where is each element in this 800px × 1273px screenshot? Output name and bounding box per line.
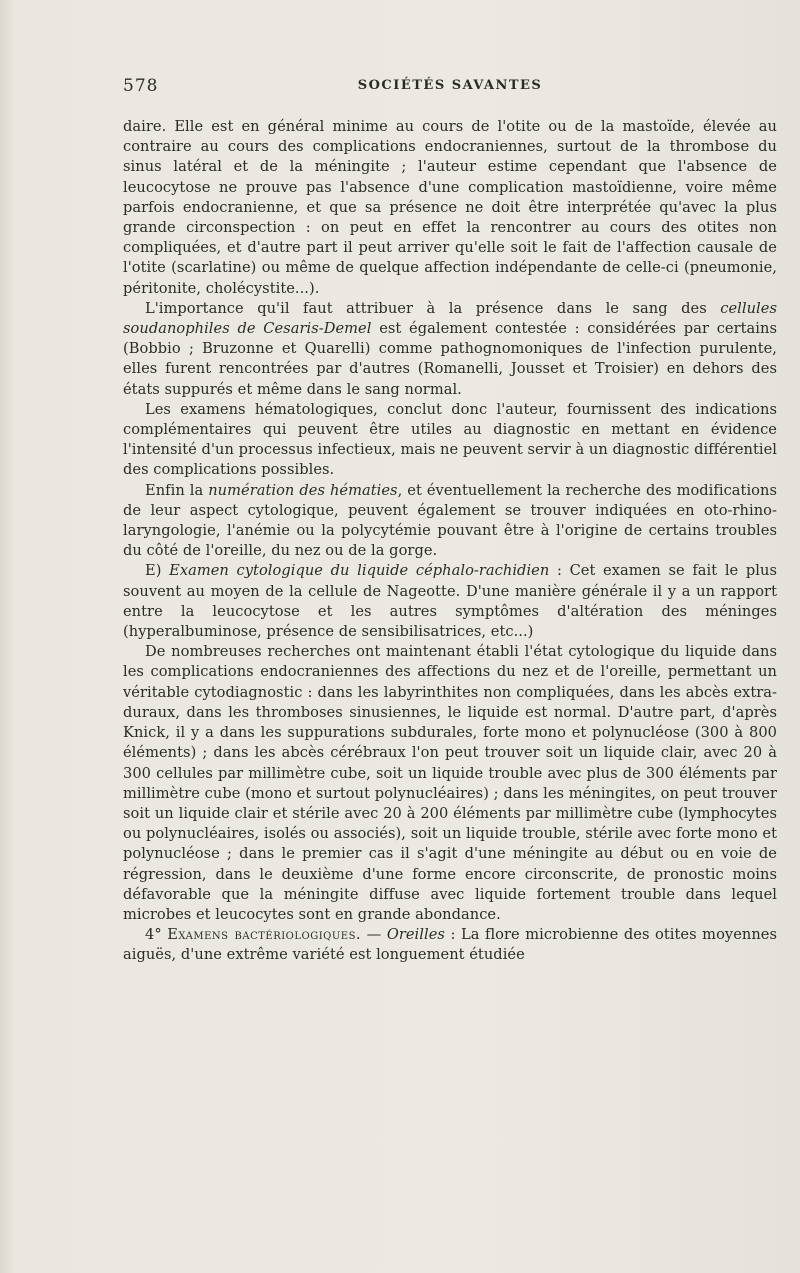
- paragraph-text: : La flore microbienne des otites moyennes aiguës, d'une extrême variété est longuement étudiée: [123, 926, 778, 964]
- paragraph-text: Les examens hématologiques, conclut donc l'auteur, fournissent des indications complémentaires qui peuvent être utiles au diagnostic en mettant en évidence l'intensité d'un processus infectieux, mais ne peuvent servir à un diagnostic différentiel des complications possibles.: [123, 400, 777, 479]
- section-heading: Examens bactériologiques.: [167, 926, 362, 944]
- subsection-heading: Oreilles: [386, 926, 445, 944]
- paragraph-text: daire. Elle est en général minime au cours de l'otite ou de la mastoïde, élevée au contraire au cours des complications endocraniennes, surtout de la thrombose du sinus latéral et de la méningite ; l'auteur estime cependant que l'absence de leucocytose ne prouve pas l'absence d'une complication mastoïdienne, voire même parfois endocranienne, et que sa présence ne doit être interprétée qu'avec la plus grande circonspection : on peut en effet la rencontrer au cours des otites non compliquées, et d'autre part il peut arriver qu'elle soit le fait de l'affection causale de l'otite (scarlatine) ou même de quelque affection indépendante de celle-ci (pneumonie, péritonite, cholécystite...).: [123, 118, 777, 297]
- paragraph-examens-hematologiques: [123, 400, 777, 481]
- page-header: [123, 76, 777, 100]
- paragraph-numeration-hematies: [123, 481, 777, 562]
- body-text: [123, 117, 777, 966]
- italic-term: numération des hématies: [208, 481, 398, 499]
- italic-term: cellules soudanophiles de Cesaris-Demel: [123, 299, 777, 338]
- page-number: 578: [123, 76, 159, 96]
- section-letter: E): [145, 562, 170, 580]
- paragraph-text: , et éventuellement la recherche des modifications de leur aspect cytologique, peuvent également se trouver indiquées en oto-rhino-laryngologie, l'anémie ou la polycytémie pouvant être à l'origine de certains troubles du côté de l'oreille, du nez ou de la gorge.: [123, 481, 777, 560]
- section-number: 4°: [145, 926, 168, 944]
- section-heading: Examen cytologique du liquide céphalo-rachidien: [169, 562, 550, 580]
- paragraph-text: : Cet examen se fait le plus souvent au moyen de la cellule de Nageotte. D'une manière générale il y a un rapport entre la leucocytose et les autres symptômes d'altération des méninges (hyperalbuminose, présence de sensibilisatrices, etc...): [123, 562, 777, 641]
- paragraph-examens-bacteriologiques: [123, 925, 777, 965]
- paragraph-text: est également contestée : considérées par certains (Bobbio ; Bruzonne et Quarelli) comme pathognomoniques de l'infection purulente, elles furent rencontrées par d'autres (Romanelli, Jousset et Troisier) en dehors des états suppurés et même dans le sang normal.: [123, 320, 777, 398]
- paragraph-text: L'importance qu'il faut attribuer à la présence dans le sang des: [145, 299, 721, 317]
- em-dash: —: [361, 926, 387, 944]
- paragraph-text: Enfin la: [145, 481, 209, 499]
- paragraph-cellules-soudanophiles: [123, 299, 777, 400]
- running-title: SOCIÉTÉS SAVANTES: [357, 78, 543, 93]
- paragraph-cytodiagnostic: [123, 642, 777, 925]
- paragraph-examen-cytologique: [123, 561, 777, 642]
- paragraph-leucocytose: [123, 117, 777, 299]
- paragraph-text: De nombreuses recherches ont maintenant établi l'état cytologique du liquide dans les complications endocraniennes des affections du nez et de l'oreille, permettant un véritable cytodiagnostic : dans les labyrinthites non compliquées, dans les abcès extra-duraux, dans les thromboses sinusiennes, le liquide est normal. D'autre part, d'après Knick, il y a dans les suppurations subdurales, forte mono et polynucléose (300 à 800 éléments) ; dans les abcès cérébraux l'on peut trouver soit un liquide clair, avec 20 à 300 cellules par millimètre cube, soit un liquide trouble avec plus de 300 éléments par millimètre cube (mono et surtout polynucléaires) ; dans les méningites, on peut trouver soit un liquide clair et stérile avec 20 à 200 éléments par millimètre cube (lymphocytes ou polynucléaires, isolés ou associés), soit un liquide trouble, stérile avec forte mono et polynucléose ; dans le premier cas il s'agit d'une méningite au début ou en voie de régression, dans le deuxième d'une forme encore circonscrite, de pronostic moins défavorable que la méningite diffuse avec liquide fortement trouble dans lequel microbes et leucocytes sont en grande abondance.: [123, 643, 777, 923]
